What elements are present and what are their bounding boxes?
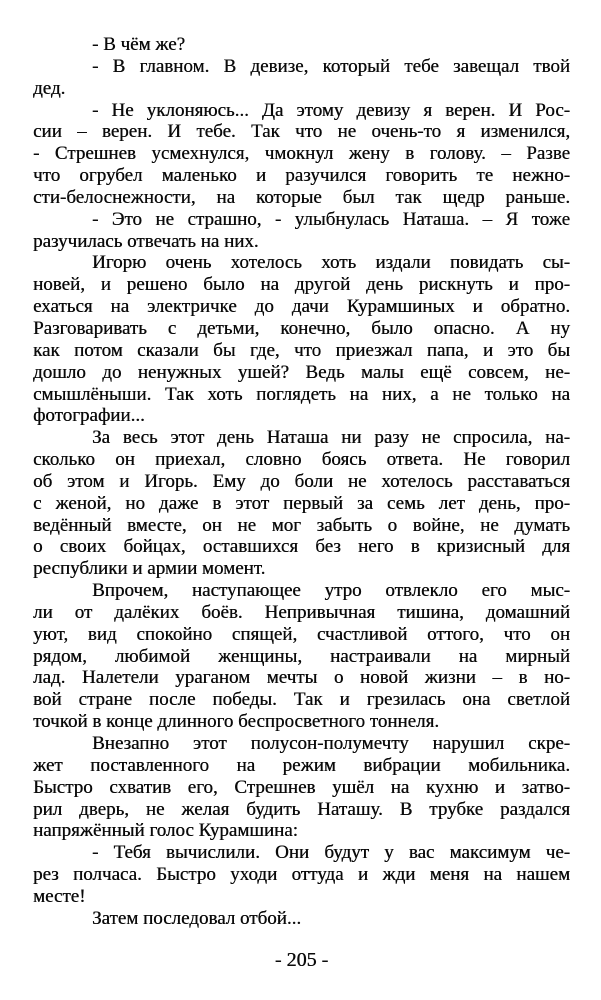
text-line: дед. bbox=[33, 77, 66, 99]
text-line: сколько он приехал, словно боясь ответа. Не говорил bbox=[33, 449, 570, 471]
text-line: разучилась отвечать на них. bbox=[33, 230, 259, 252]
text-line: ведённый вместе, он не мог забыть о войне, не думать bbox=[33, 514, 570, 536]
text-line: рядом, любимой женщины, настраивали на мирный bbox=[33, 645, 570, 667]
text-line: Впрочем, наступающее утро отвлекло его мыс- bbox=[92, 580, 570, 602]
text-line: - В чём же? bbox=[92, 34, 186, 55]
text-line: с женой, но даже в этот первый за семь лет день, про- bbox=[33, 492, 570, 514]
text-line: о своих бойцах, оставшихся без него в кризисный для bbox=[33, 536, 570, 558]
text-line: Игорю очень хотелось хоть издали повидать сы- bbox=[92, 252, 570, 274]
text-line: - Стрешнев усмехнулся, чмокнул жену в голову. – Разве bbox=[33, 143, 570, 165]
text-line: Разговаривать с детьми, конечно, было опасно. А ну bbox=[33, 317, 570, 339]
text-line: смышлёныши. Так хоть поглядеть на них, а не только на bbox=[33, 383, 570, 405]
text-line: За весь этот день Наташа ни разу не спросила, на- bbox=[92, 427, 570, 449]
text-line: - Тебя вычислили. Они будут у вас максимум че- bbox=[92, 842, 570, 864]
text-line: Внезапно этот полусон-полумечту нарушил скре- bbox=[92, 733, 570, 754]
text-line: об этом и Игорь. Ему до боли не хотелось расставаться bbox=[33, 470, 570, 492]
page-number: - 205 - bbox=[274, 949, 329, 971]
text-line: рил дверь, не желая будить Наташу. В трубке раздался bbox=[33, 798, 570, 820]
text-line: месте! bbox=[33, 885, 86, 907]
text-line: ли от далёких боёв. Непривычная тишина, домашний bbox=[33, 601, 570, 623]
text-line: - Не уклоняюсь... Да этому девизу я верен. И Рос- bbox=[92, 99, 570, 121]
text-line: уют, вид спокойно спящей, счастливой оттого, что он bbox=[33, 623, 570, 645]
text-line: сии – верен. И тебе. Так что не очень-то я изменился, bbox=[33, 121, 570, 143]
text-line: как потом сказали бы где, что приезжал папа, и это бы bbox=[33, 339, 570, 361]
text-line: республики и армии момент. bbox=[33, 558, 266, 580]
text-line: жет поставленного на режим вибрации мобильника. bbox=[33, 754, 570, 776]
body-text bbox=[33, 34, 570, 930]
text-line: напряжённый голос Курамшина: bbox=[33, 820, 298, 842]
text-line: Быстро схватив его, Стрешнев ушёл на кухню и затво- bbox=[33, 776, 570, 798]
text-line: Затем последовал отбой... bbox=[92, 907, 302, 929]
text-line: фотографии... bbox=[33, 405, 145, 427]
text-line: новей, и решено было на другой день рискнуть и про- bbox=[33, 274, 570, 296]
text-line: - В главном. В девизе, который тебе завещал твой bbox=[92, 55, 570, 77]
text-line: дошло до ненужных ушей? Ведь малы ещё совсем, не- bbox=[33, 361, 570, 383]
text-line: рез полчаса. Быстро уходи оттуда и жди меня на нашем bbox=[33, 864, 570, 886]
text-line: ехаться на электричке до дачи Курамшиных и обратно. bbox=[33, 296, 570, 318]
text-line: сти-белоснежности, на которые был так щедр раньше. bbox=[33, 186, 570, 208]
text-line: лад. Налетели ураганом мечты о новой жизни – в но- bbox=[33, 667, 570, 689]
text-line: вой стране после победы. Так и грезилась она светлой bbox=[33, 689, 570, 711]
text-line: - Это не страшно, - улыбнулась Наташа. – Я тоже bbox=[92, 208, 570, 230]
text-line: что огрубел маленько и разучился говорить те нежно- bbox=[33, 165, 570, 187]
text-line: точкой в конце длинного беспросветного тоннеля. bbox=[33, 711, 439, 733]
